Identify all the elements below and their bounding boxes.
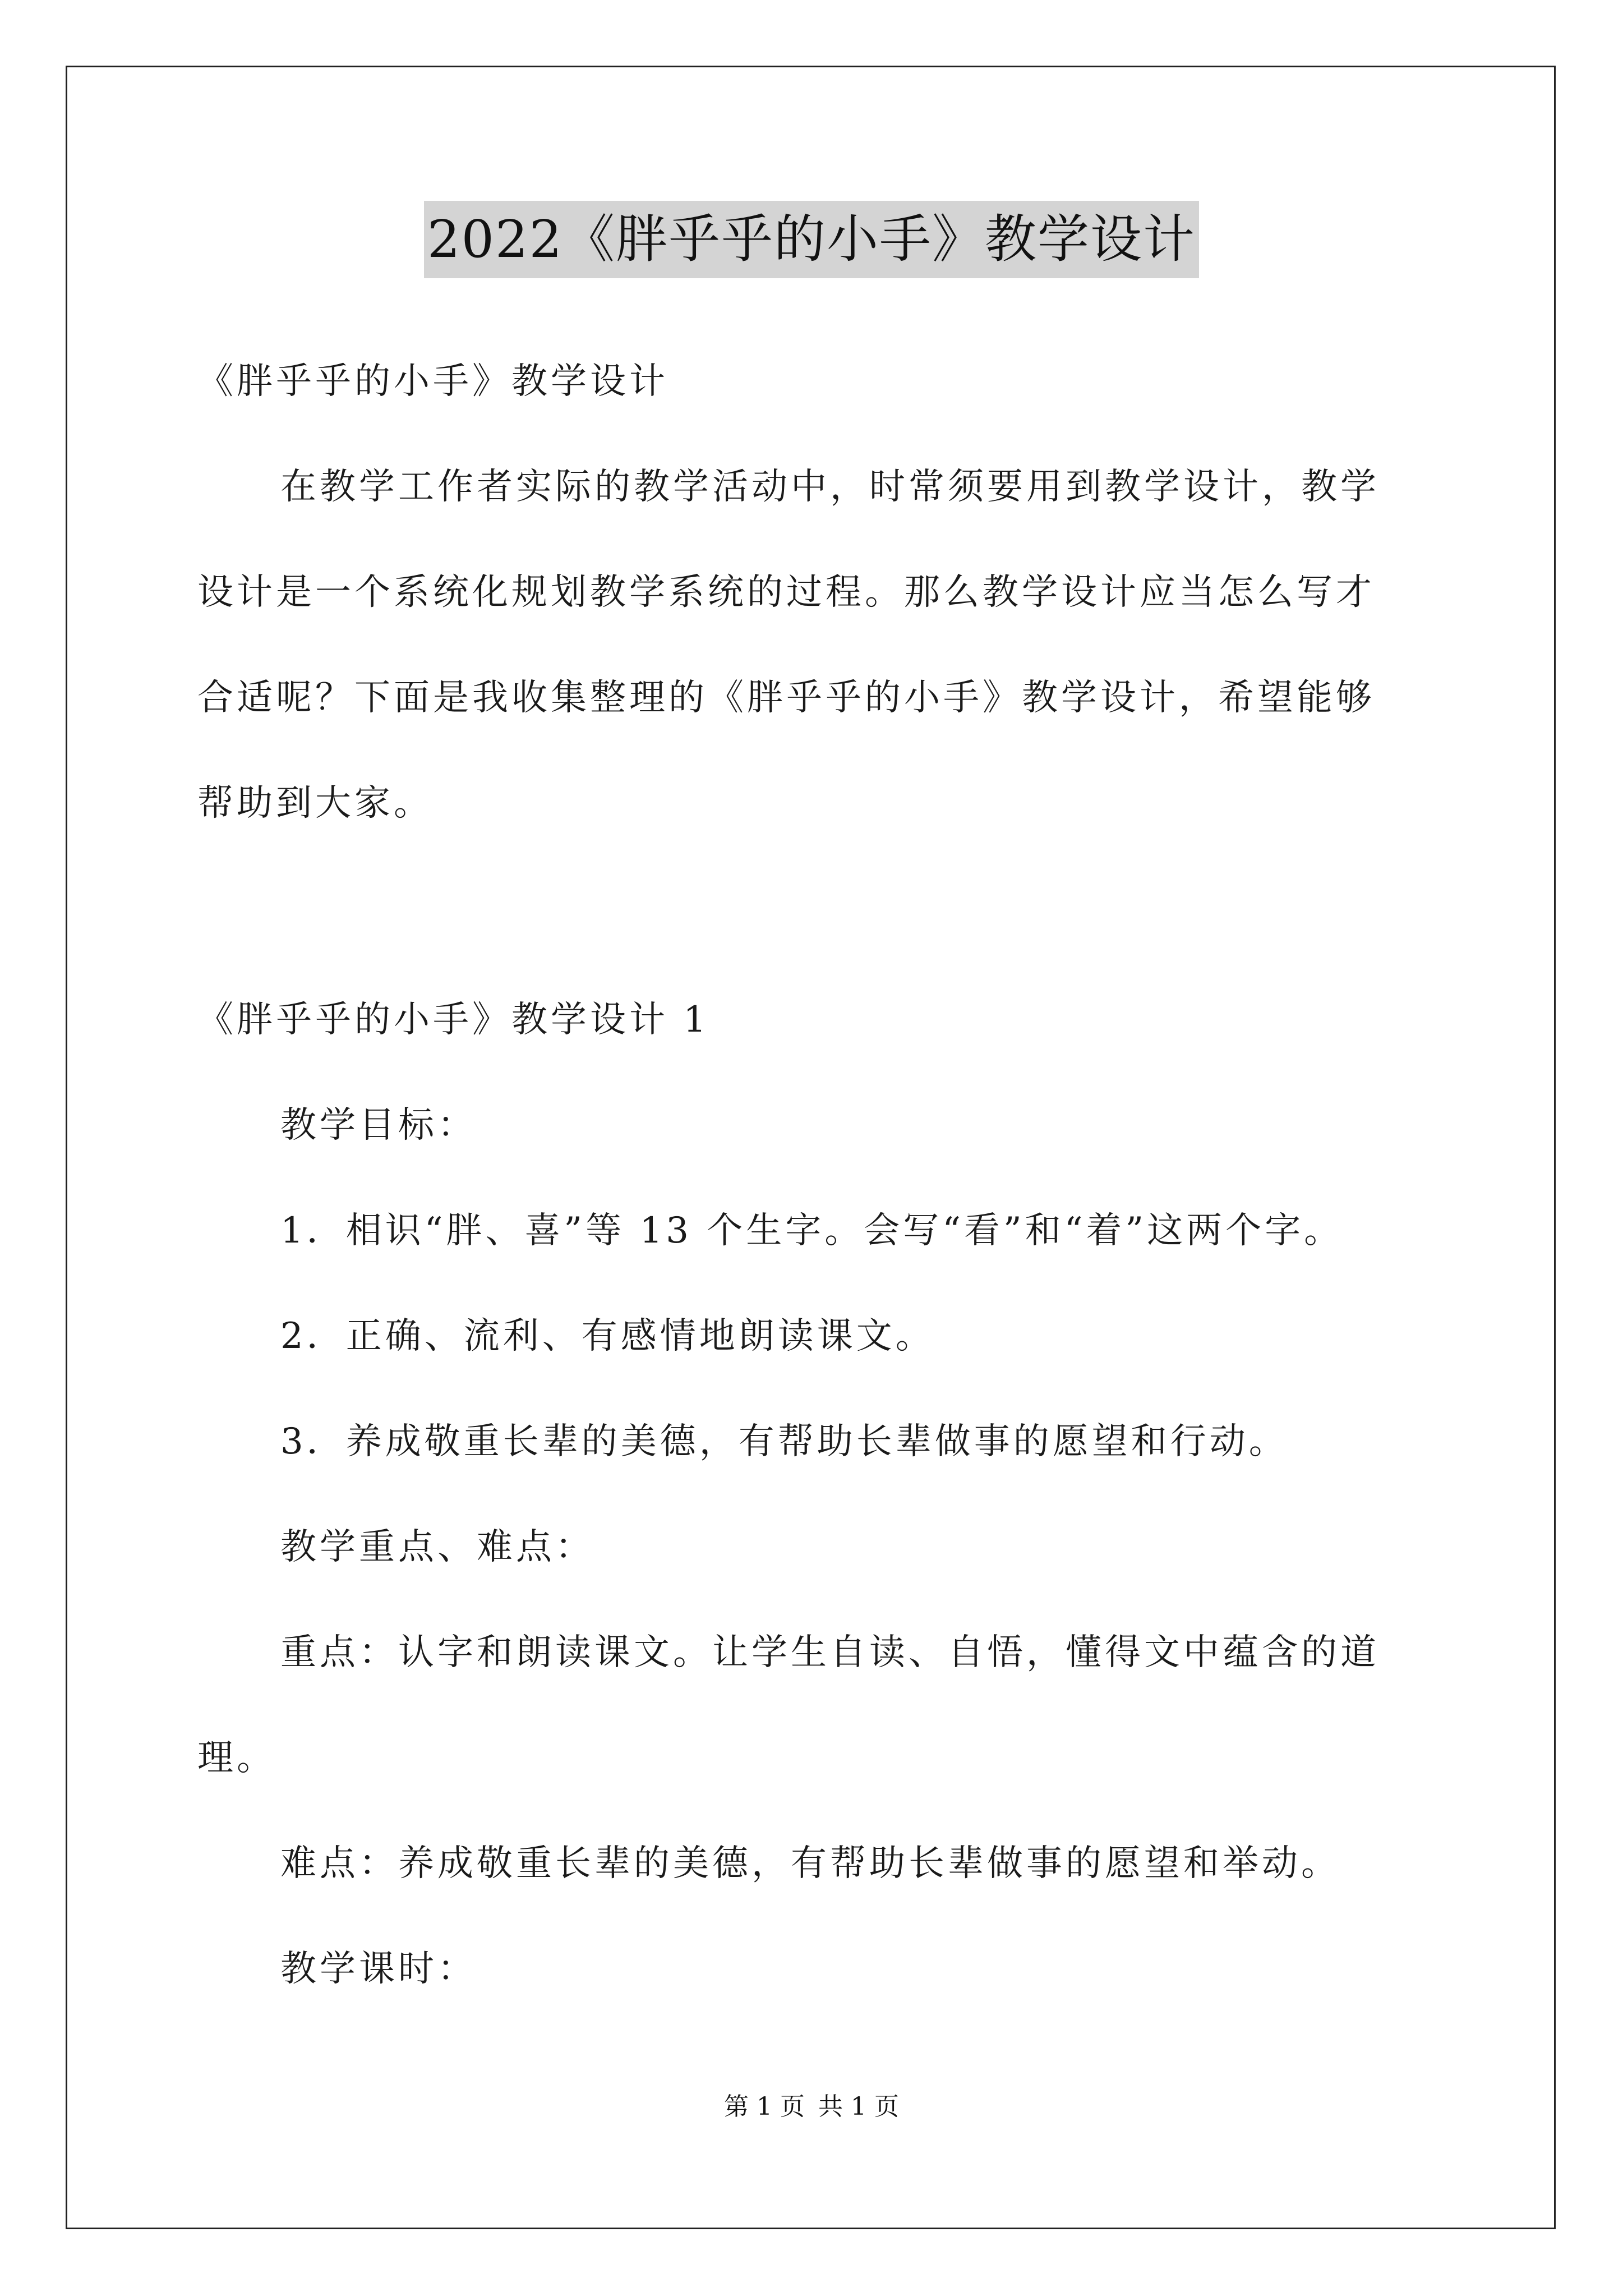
intro-line-4: 帮助到大家。 xyxy=(197,783,433,824)
key-points-heading: 教学重点、难点： xyxy=(280,1526,594,1568)
objective-1: 1．相识“胖、喜”等 13 个生字。会写“看”和“着”这两个字。 xyxy=(280,1210,1344,1251)
subtitle-line: 《胖乎乎的小手》教学设计 xyxy=(197,361,668,402)
objective-3: 3．养成敬重长辈的美德，有帮助长辈做事的愿望和行动。 xyxy=(280,1421,1288,1462)
intro-line-1: 在教学工作者实际的教学活动中，时常须要用到教学设计，教学 xyxy=(280,466,1380,508)
page-current: 第 1 页 xyxy=(724,2092,805,2121)
intro-line-2: 设计是一个系统化规划教学系统的过程。那么教学设计应当怎么写才 xyxy=(197,572,1375,613)
objective-2: 2．正确、流利、有感情地朗读课文。 xyxy=(280,1315,935,1357)
key-point-line-2: 理。 xyxy=(197,1737,276,1779)
page-footer xyxy=(0,2091,1623,2123)
difficulty-line: 难点：养成敬重长辈的美德，有帮助长辈做事的愿望和举动。 xyxy=(280,1843,1340,1884)
objectives-heading: 教学目标： xyxy=(280,1105,477,1146)
title-container xyxy=(0,201,1623,278)
key-point-line-1: 重点：认字和朗读课文。让学生自读、自悟，懂得文中蕴含的道 xyxy=(280,1632,1380,1673)
section-heading: 《胖乎乎的小手》教学设计 1 xyxy=(197,999,710,1041)
document-title: 2022《胖乎乎的小手》教学设计 xyxy=(424,201,1199,278)
intro-line-3: 合适呢？下面是我收集整理的《胖乎乎的小手》教学设计，希望能够 xyxy=(197,677,1375,719)
class-hours-heading: 教学课时： xyxy=(280,1948,477,1990)
page-total: 共 1 页 xyxy=(818,2092,899,2121)
